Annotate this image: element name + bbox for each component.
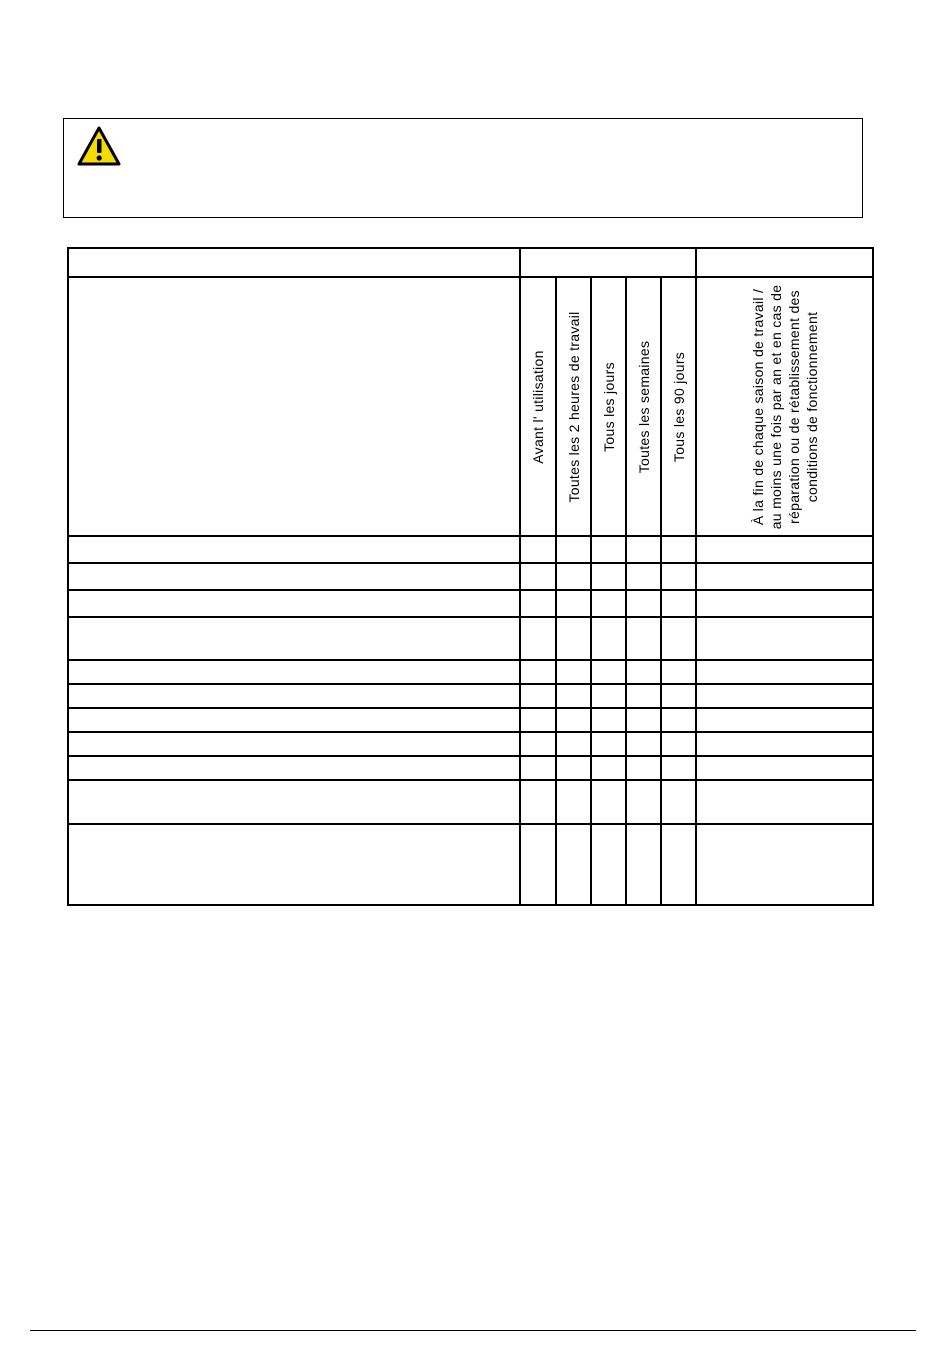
warning-box: [63, 118, 863, 218]
table-row: [68, 756, 873, 780]
table-row: [68, 732, 873, 756]
table-header-row-labels: [68, 277, 873, 536]
table-row: [68, 660, 873, 684]
table-row: [68, 617, 873, 660]
footer-divider: [30, 1330, 916, 1331]
header-cell-empty: [68, 248, 520, 277]
table-row: [68, 824, 873, 905]
column-header-daily: Tous les jours: [591, 277, 626, 536]
header-cell-other: [696, 248, 873, 277]
table-header-row-top: [68, 248, 873, 277]
table-row: [68, 590, 873, 617]
maintenance-schedule-table: [67, 247, 874, 906]
column-header-weekly: Toutes les semaines: [626, 277, 661, 536]
column-header-every-2-hours: Toutes les 2 heures de travail: [556, 277, 591, 536]
table-row: [68, 563, 873, 590]
column-header-every-90-days: Tous les 90 jours: [661, 277, 696, 536]
table-row: [68, 780, 873, 824]
warning-triangle-icon: [76, 125, 122, 172]
table-row: [68, 708, 873, 732]
column-header-before-use: Avant l' utilisation: [520, 277, 556, 536]
header-cell-frequency: [520, 248, 696, 277]
table-row: [68, 684, 873, 708]
table-row: [68, 536, 873, 563]
column-header-end-of-season: À la fin de chaque saison de travail / au moins une fois par an et en cas de réparation ou de rétablissement des conditions de fonctionnement: [696, 277, 873, 536]
header-cell-operation: [68, 277, 520, 536]
